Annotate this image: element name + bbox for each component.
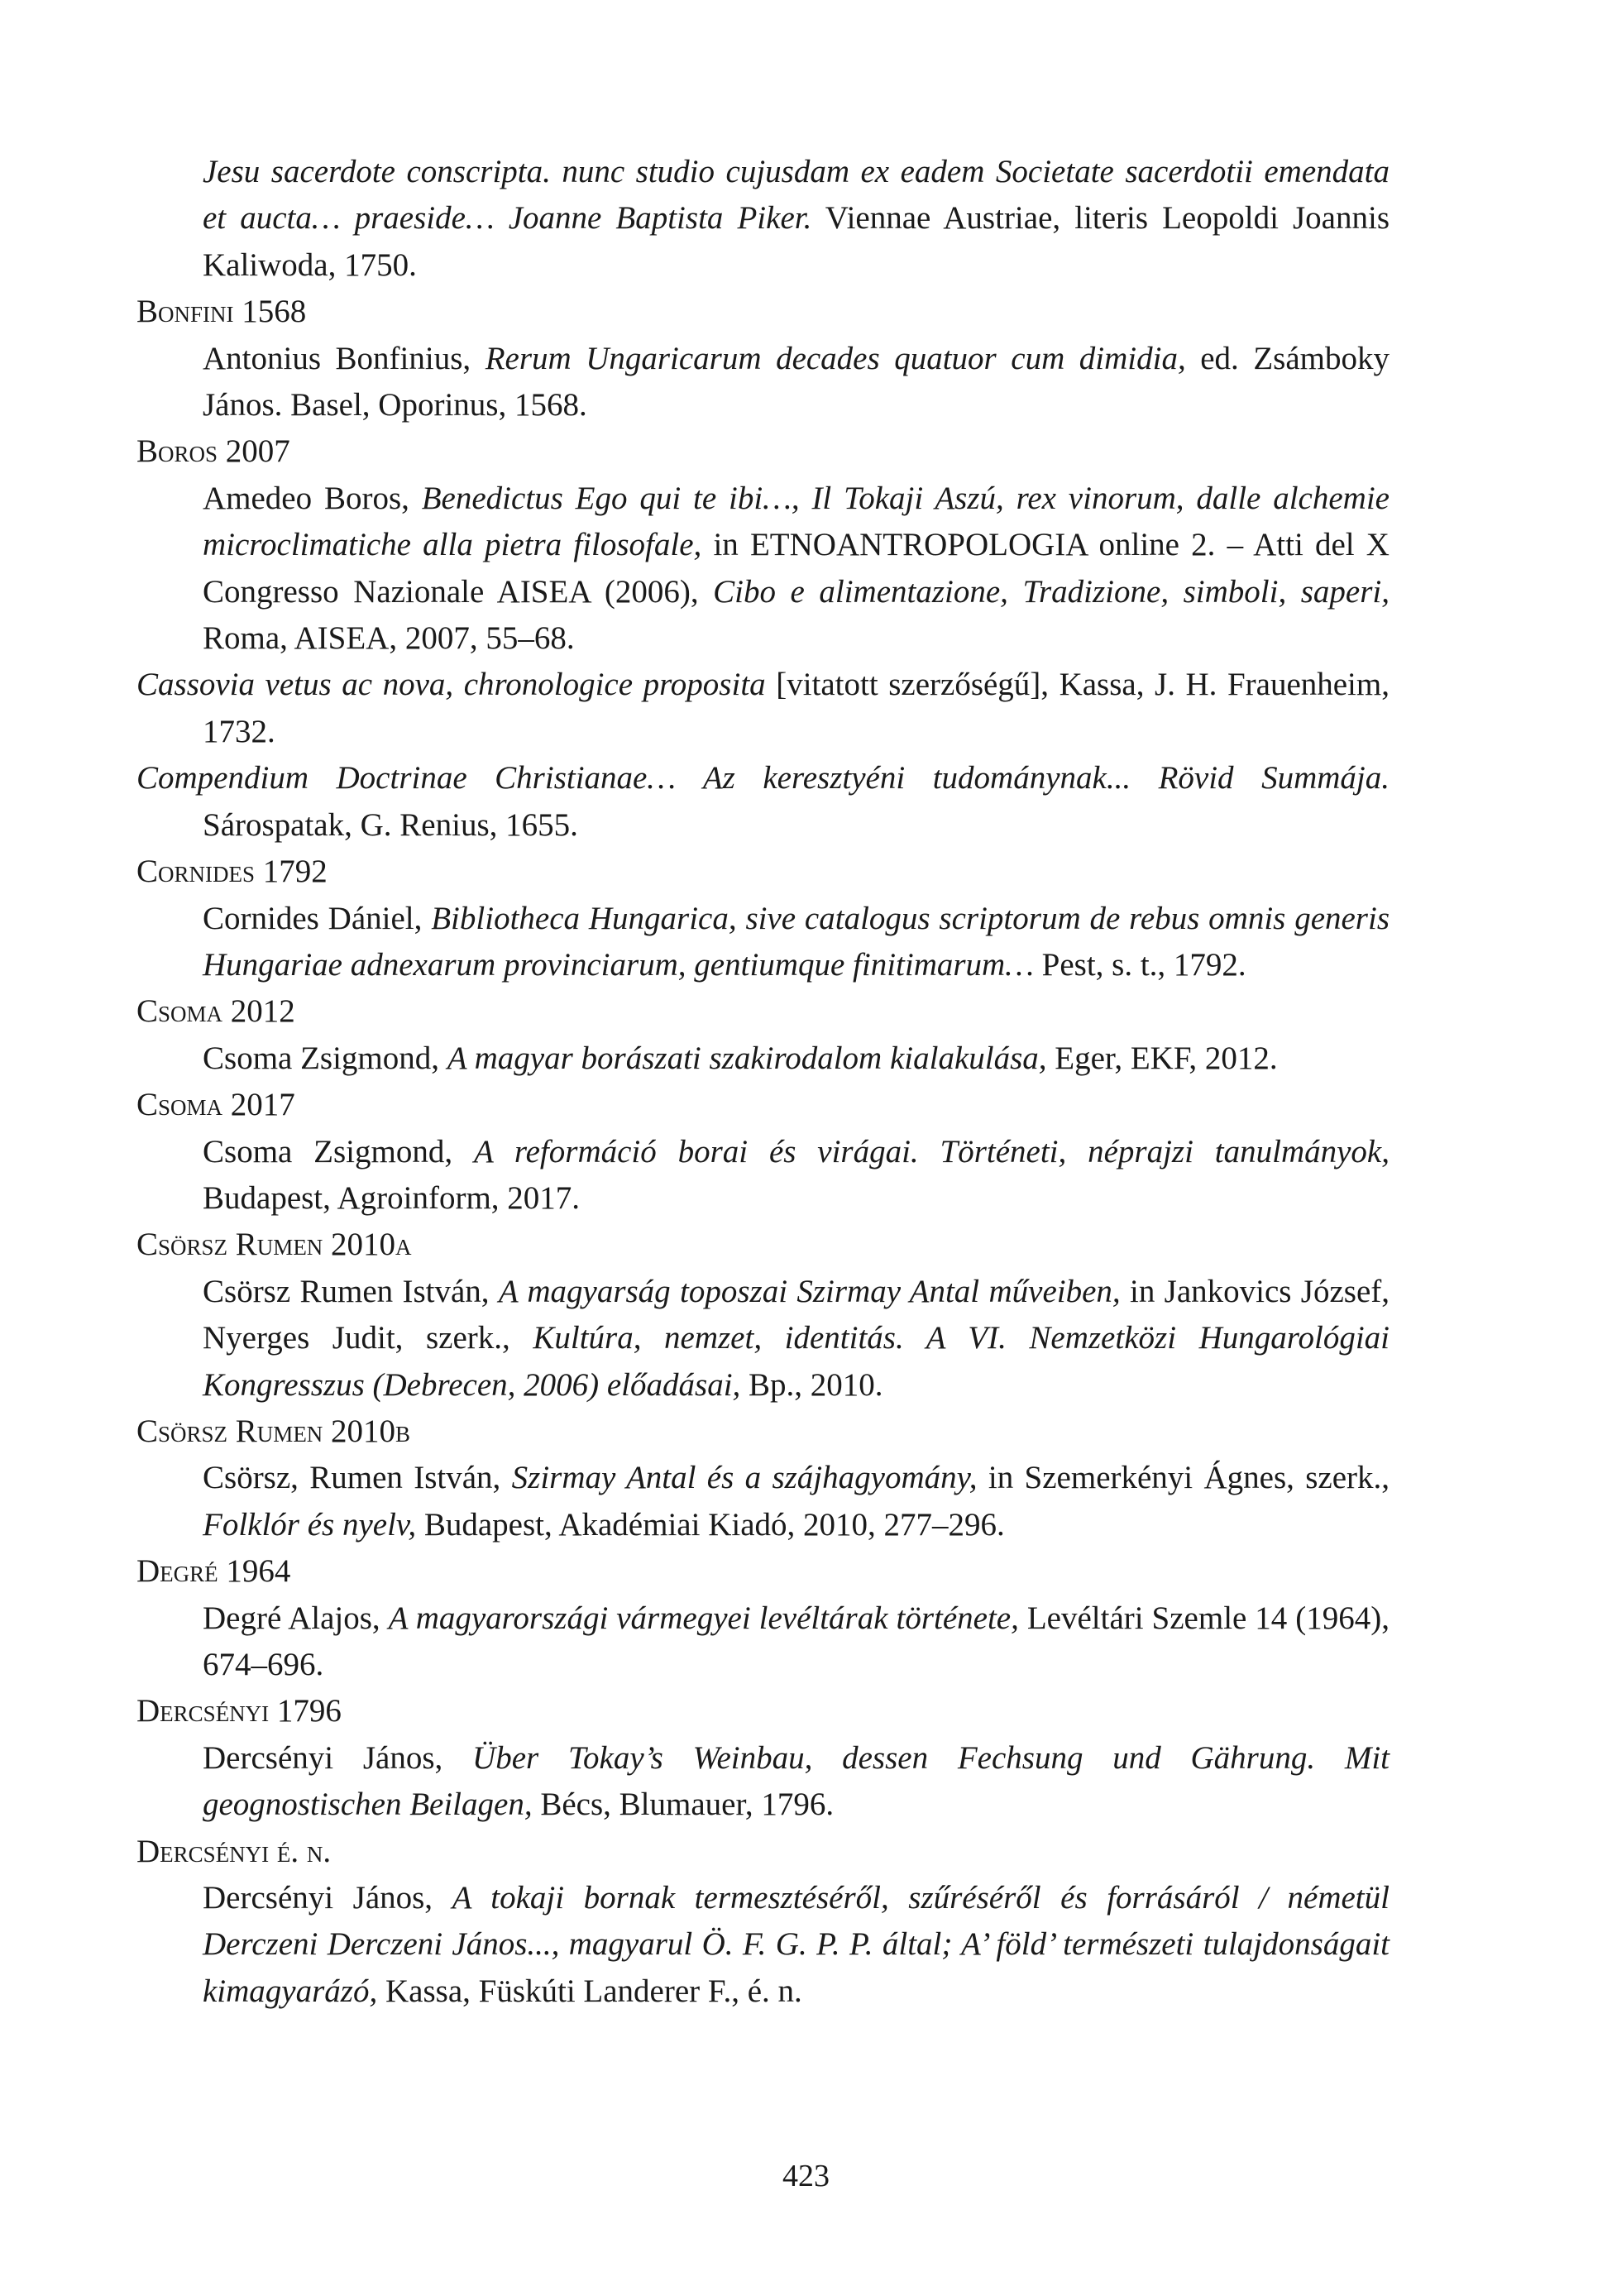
citation-text: Antonius Bonfinius,	[203, 340, 486, 376]
bibliography-entry-csorsz-rumen-2010a	[136, 1222, 1390, 1409]
page-number: 423	[782, 2159, 830, 2193]
citation-title: Szirmay Antal és a szájhagyomány,	[511, 1460, 978, 1496]
citation-title: Über Tokay’s Weinbau, dessen Fechsung und Gährung. Mit geognostischen Beilagen,	[203, 1739, 1390, 1823]
entry-citation	[136, 1595, 1390, 1689]
citation-text: Pest, s. t., 1792.	[1033, 946, 1246, 983]
citation-title: Folklór és nyelv,	[203, 1506, 417, 1543]
citation-text: [vitatott szerzőségű], Kassa, J. H. Frauenheim, 1732.	[203, 667, 1390, 749]
citation-title: A magyarországi vármegyei levéltárak története,	[388, 1600, 1019, 1636]
bibliography-entry-degre-1964	[136, 1548, 1390, 1688]
bibliography-entry-csoma-2017	[136, 1082, 1390, 1222]
citation-title: Kultúra, nemzet, identitás. A VI. Nemzetközi Hungarológiai Kongresszus (Debrecen, 2006) előadásai,	[203, 1320, 1390, 1403]
entry-key: Csörsz Rumen 2010b	[136, 1413, 411, 1449]
entry-key: Csoma 2017	[136, 1087, 295, 1123]
citation-text: Bécs, Blumauer, 1796.	[532, 1787, 835, 1823]
entry-citation	[136, 1036, 1390, 1082]
entry-key: Csoma 2012	[136, 993, 295, 1030]
entry-key: Dercsényi é. n.	[136, 1833, 332, 1869]
citation-text: Levéltári Szemle 14 (1964), 674–696.	[203, 1600, 1390, 1682]
entry-citation	[136, 336, 1390, 429]
citation-text: Dercsényi János,	[203, 1880, 452, 1916]
entry-citation	[136, 896, 1390, 989]
entry-citation	[136, 755, 1390, 849]
entry-key: Cornides 1792	[136, 854, 328, 890]
citation-text: Dercsényi János,	[203, 1739, 473, 1776]
entry-citation	[136, 1269, 1390, 1409]
entry-citation	[136, 662, 1390, 755]
citation-text: in Jankovics József, Nyerges Judit, szerk.,	[203, 1273, 1390, 1356]
citation-text: Eger, EKF, 2012.	[1046, 1040, 1278, 1076]
citation-text: Bp., 2010.	[740, 1366, 883, 1403]
entry-citation	[136, 476, 1390, 662]
citation-title: A magyar borászati szakirodalom kialakulása,	[447, 1040, 1047, 1076]
citation-title: A tokaji bornak termesztéséről, szűréséről és forrásáról / németül Derczeni Derczeni János..., magyarul Ö. F. G. P. P. által; A’ föld’ természeti tulajdonságait kimagyarázó,	[203, 1880, 1390, 2009]
entry-key: Csörsz Rumen 2010a	[136, 1227, 412, 1263]
citation-text: Csoma Zsigmond,	[203, 1133, 474, 1170]
citation-text: Budapest, Akadémiai Kiadó, 2010, 277–296.	[416, 1506, 1005, 1543]
citation-title: Jesu sacerdote conscripta. nunc studio cujusdam ex eadem Societate sacerdotii emendata et aucta… praeside… Joanne Baptista Piker.	[203, 154, 1390, 237]
bibliography-entry-dercsenyi-1796	[136, 1688, 1390, 1828]
bibliography-entry	[136, 149, 1390, 289]
entry-key: Boros 2007	[136, 433, 290, 470]
citation-title: Bibliotheca Hungarica, sive catalogus scriptorum de rebus omnis generis Hungariae adnexarum provinciarum, gentiumque finitimarum…	[203, 900, 1390, 983]
bibliography-entry	[136, 662, 1390, 755]
citation-title: A magyarság toposzai Szirmay Antal műveiben,	[498, 1273, 1121, 1309]
entry-citation	[136, 1455, 1390, 1548]
citation-title: Cibo e alimentazione, Tradizione, simboli, saperi,	[713, 573, 1390, 610]
bibliography-list	[136, 149, 1390, 2015]
citation-text: Csoma Zsigmond,	[203, 1040, 447, 1076]
citation-text: Amedeo Boros,	[203, 480, 422, 516]
citation-text: in Szemerkényi Ágnes, szerk.,	[977, 1460, 1390, 1496]
citation-text: Csörsz Rumen István,	[203, 1273, 499, 1309]
citation-title: Benedictus Ego qui te ibi…, Il Tokaji Aszú, rex vinorum, dalle alchemie microclimatiche alla pietra filosofale,	[203, 480, 1390, 563]
bibliography-entry	[136, 755, 1390, 849]
citation-text: Cornides Dániel,	[203, 900, 432, 936]
citation-text: Kassa, Füskúti Landerer F., é. n.	[377, 1973, 802, 2009]
entry-citation	[136, 1129, 1390, 1222]
entry-key: Bonfini 1568	[136, 294, 307, 330]
citation-title: Compendium Doctrinae Christianae… Az keresztyéni tudománynak... Rövid Summája.	[136, 760, 1390, 796]
citation-text: Sárospatak, G. Renius, 1655.	[203, 806, 578, 843]
entry-citation	[136, 1875, 1390, 2015]
citation-title: A reformáció borai és virágai. Történeti, néprajzi tanulmányok,	[473, 1133, 1390, 1170]
entry-key: Dercsényi 1796	[136, 1693, 342, 1729]
citation-text: Csörsz, Rumen István,	[203, 1460, 512, 1496]
entry-key: Degré 1964	[136, 1553, 291, 1590]
citation-text: in ETNOANTROPOLOGIA online 2. – Atti del X Congresso Nazionale AISEA (2006),	[203, 527, 1390, 610]
citation-title: Cassovia vetus ac nova, chronologice proposita	[136, 667, 766, 703]
bibliography-entry-dercsenyi-e-n	[136, 1829, 1390, 2016]
citation-text: Budapest, Agroinform, 2017.	[203, 1179, 581, 1216]
bibliography-entry-csorsz-rumen-2010b	[136, 1409, 1390, 1548]
bibliography-entry-cornides-1792	[136, 849, 1390, 988]
bibliography-entry-bonfini-1568	[136, 289, 1390, 428]
citation-title: Rerum Ungaricarum decades quatuor cum dimidia,	[485, 340, 1186, 376]
bibliography-entry-boros-2007	[136, 428, 1390, 662]
citation-text: ed. Zsámboky János. Basel, Oporinus, 1568.	[203, 340, 1390, 423]
citation-text: Degré Alajos,	[203, 1600, 389, 1636]
citation-text: Viennae Austriae, literis Leopoldi Joannis Kaliwoda, 1750.	[203, 200, 1390, 283]
bibliography-entry-csoma-2012	[136, 988, 1390, 1082]
entry-citation	[136, 1735, 1390, 1829]
entry-citation	[136, 149, 1390, 289]
citation-text: Roma, AISEA, 2007, 55–68.	[203, 620, 575, 657]
